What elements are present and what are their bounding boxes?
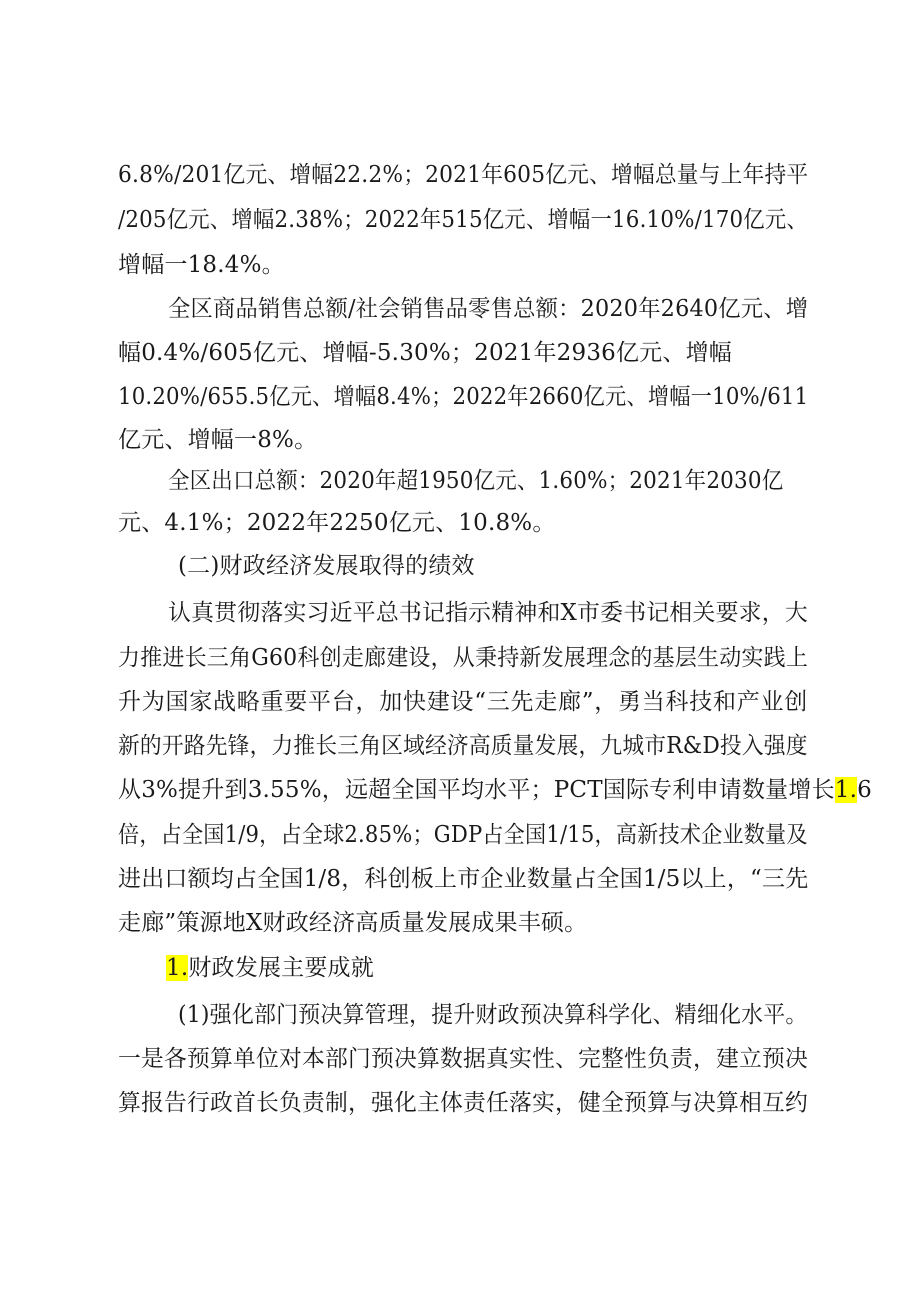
highlighted-text: 1. (834, 777, 858, 803)
text-line: 认真贯彻落实习近平总书记指示精神和X市委书记相关要求，大 (168, 600, 808, 626)
text-line: 新的开路先锋，力推长三角区域经济高质量发展，九城市R&D投入强度 (118, 733, 808, 759)
text-line: 元、4.1%；2022年2250亿元、10.8%。 (118, 510, 556, 536)
text-line: 亿元、增幅一8%。 (118, 427, 318, 453)
text-line: 进出口额均占全国1/8，科创板上市企业数量占全国1/5以上，“三先 (118, 866, 809, 892)
text-line: 升为国家战略重要平台，加快建设“三先走廊”，勇当科技和产业创 (118, 689, 809, 715)
text-line: (1)强化部门预决算管理，提升财政预决算科学化、精细化水平。 (178, 1002, 808, 1028)
text-line: 全区出口总额：2020年超1950亿元、1.60%；2021年2030亿 (168, 468, 784, 494)
highlighted-text: 1. (166, 955, 189, 981)
text-line: 增幅一18.4%。 (118, 252, 285, 278)
text-segment: 财政发展主要成就 (188, 955, 374, 981)
text-segment: 6 (857, 777, 872, 803)
text-line: 走廊”策源地X财政经济高质量发展成果丰硕。 (118, 910, 588, 936)
text-segment: 从3%提升到3.55%，远超全国平均水平；PCT国际专利申请数量增长 (118, 777, 835, 803)
text-line: /205亿元、增幅2.38%；2022年515亿元、增幅一16.10%/170亿元、 (118, 207, 808, 233)
section-heading: (二)财政经济发展取得的绩效 (178, 553, 475, 579)
text-line: 全区商品销售总额/社会销售品零售总额：2020年2640亿元、增 (168, 296, 809, 322)
text-line: 倍，占全国1/9，占全球2.85%；GDP占全国1/15，高新技术企业数量及 (118, 822, 808, 848)
subsection-heading (166, 953, 374, 983)
text-line: 算报告行政首长负责制，强化主体责任落实，健全预算与决算相互约 (118, 1090, 809, 1116)
text-line: 10.20%/655.5亿元、增幅8.4%；2022年2660亿元、增幅一10%/611 (118, 384, 809, 410)
text-line (118, 775, 872, 805)
text-line: 6.8%/201亿元、增幅22.2%；2021年605亿元、增幅总量与上年持平 (118, 162, 809, 188)
text-line: 一是各预算单位对本部门预决算数据真实性、完整性负责，建立预决 (118, 1046, 809, 1072)
text-line: 力推进长三角G60科创走廊建设，从秉持新发展理念的基层生动实践上 (118, 645, 809, 671)
text-line: 幅0.4%/605亿元、增幅-5.30%；2021年2936亿元、增幅 (118, 340, 732, 366)
